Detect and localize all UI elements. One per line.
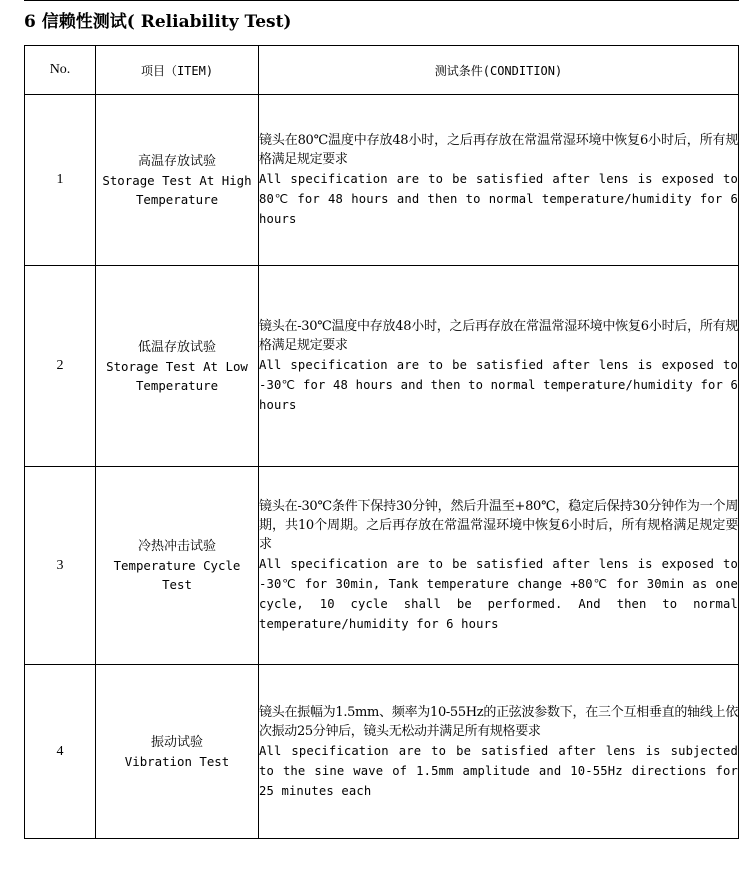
row-number: 1 <box>25 95 96 266</box>
condition-cn: 镜头在-30℃温度中存放48小时，之后再存放在常温常湿环境中恢复6小时后，所有规格满足规定要求 <box>259 319 738 353</box>
top-rule <box>24 0 739 1</box>
item-name-en: Storage Test At Low Temperature <box>106 358 248 393</box>
section-title: 6 信赖性测试( Reliability Test) <box>24 12 292 32</box>
header-no: No. <box>25 46 96 95</box>
condition-en: All specification are to be satisfied after lens is subjected to the sine wave of 1.5mm amplitude and 10-55Hz directions for 25 minutes each <box>259 743 738 798</box>
condition-cell <box>259 665 739 839</box>
item-cell <box>96 665 259 839</box>
condition-cell <box>259 95 739 266</box>
condition-cn: 镜头在-30℃条件下保持30分钟，然后升温至+80℃，稳定后保持30分钟作为一个周期，共10个周期。之后再存放在常温常湿环境中恢复6小时后，所有规格满足规定要求 <box>259 499 738 552</box>
item-name-cn: 高温存放试验 <box>137 153 216 169</box>
item-name-cn: 冷热冲击试验 <box>137 539 216 554</box>
row-number: 2 <box>25 266 96 467</box>
item-cell <box>96 467 259 665</box>
row-number: 3 <box>25 467 96 665</box>
condition-en: All specification are to be satisfied after lens is exposed to 80℃ for 48 hours and then to normal temperature/humidity for 6 hours <box>259 172 738 226</box>
header-item: 项目（ITEM) <box>96 46 259 95</box>
row-number: 4 <box>25 665 96 839</box>
item-name-cn: 低温存放试验 <box>137 339 216 355</box>
item-name-cn: 振动试验 <box>150 734 203 750</box>
table-row <box>25 266 739 467</box>
reliability-test-table <box>24 45 739 839</box>
condition-cn: 镜头在80℃温度中存放48小时，之后再存放在常温常湿环境中恢复6小时后，所有规格满足规定要求 <box>259 133 738 167</box>
condition-cn: 镜头在振幅为1.5mm、频率为10-55Hz的正弦波参数下，在三个互相垂直的轴线上依次振动25分钟后，镜头无松动并满足所有规格要求 <box>259 704 738 739</box>
table-row <box>25 95 739 266</box>
table-row <box>25 467 739 665</box>
item-cell <box>96 95 259 266</box>
header-condition: 测试条件(CONDITION) <box>259 46 739 95</box>
condition-en: All specification are to be satisfied after lens is exposed to -30℃ for 30min, Tank temperature change +80℃ for 30min as one cycle, 10 cycle shall be performed. And then to normal temperature/humidity for 6 hours <box>259 557 738 631</box>
condition-cell <box>259 467 739 665</box>
condition-en: All specification are to be satisfied after lens is exposed to -30℃ for 48 hours and then to normal temperature/humidity for 6 hours <box>259 358 738 412</box>
table-row <box>25 665 739 839</box>
item-name-en: Vibration Test <box>124 753 230 769</box>
item-name-en: Temperature Cycle Test <box>113 558 241 592</box>
item-name-en: Storage Test At High Temperature <box>102 172 252 207</box>
item-cell <box>96 266 259 467</box>
table-header-row <box>25 46 739 95</box>
condition-cell <box>259 266 739 467</box>
